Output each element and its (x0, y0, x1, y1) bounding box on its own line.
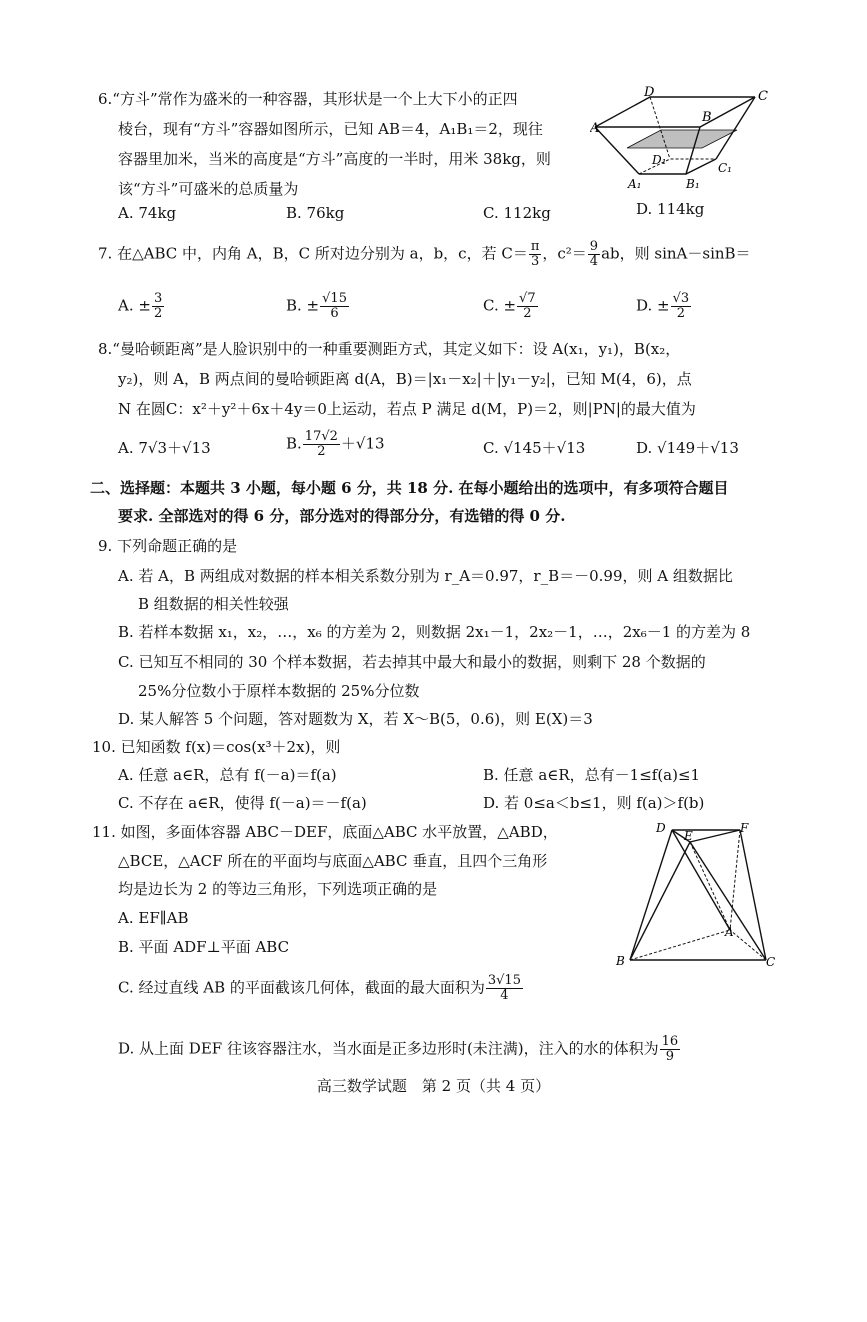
q9-stem: 9. 下列命题正确的是 (98, 537, 238, 555)
label-b: B (702, 110, 712, 125)
label-a1: A₁ (628, 177, 642, 191)
page-footer: 高三数学试题 第 2 页（共 4 页） (316, 1077, 551, 1095)
q10-option-c: C. 不存在 a∈R，使得 f(－a)＝－f(a) (118, 794, 367, 812)
q7-frac-9-4: $\frac{9}{4}$ (589, 239, 599, 269)
q11-line-3: 均是边长为 2 的等边三角形，下列选项正确的是 (118, 880, 438, 898)
q9-option-c-line-2: 25%分位数小于原样本数据的 25%分位数 (138, 682, 420, 700)
q11-option-a: A. EF∥AB (118, 909, 189, 927)
label-d: D (656, 821, 666, 835)
q9-option-a-line-1: A. 若 A，B 两组成对数据的样本相关系数分别为 r_A＝0.97，r_B＝－0.99，则 A 组数据比 (118, 567, 733, 585)
label-e: E (684, 829, 693, 843)
q7-option-d: D. ± $\frac{√3}{2}$ (636, 291, 690, 321)
label-c1: C₁ (718, 161, 732, 175)
q11-option-d: D. 从上面 DEF 往该容器注水，当水面是正多边形时(未注满)，注入的水的体积为 $\frac{16}{9}$ (118, 1034, 679, 1064)
q9-option-d: D. 某人解答 5 个问题，答对题数为 X，若 X～B(5，0.6)，则 E(X)＝3 (118, 710, 593, 728)
q8-option-a: A. 7√3＋√13 (118, 439, 211, 457)
q7-frac-pi-3: $\frac{\pi}{3}$ (530, 239, 540, 269)
label-c: C (766, 955, 776, 968)
q8-option-b: B. $\frac{17√2}{2}$ ＋√13 (286, 429, 385, 459)
q8-line-1: 8.“曼哈顿距离”是人脸识别中的一种重要测距方式，其定义如下：设 A(x₁，y₁)，B(x₂， (98, 340, 681, 358)
label-a: A (590, 121, 600, 136)
q8-line-3: N 在圆C：x²＋y²＋6x＋4y＝0上运动，若点 P 满足 d(M，P)＝2，则|PN|的最大值为 (118, 400, 696, 418)
q11-option-c: C. 经过直线 AB 的平面截该几何体，截面的最大面积为 $\frac{3√15}{4}$ (118, 973, 521, 1003)
q10-option-a: A. 任意 a∈R，总有 f(－a)＝f(a) (118, 766, 337, 784)
q6-line-3: 容器里加米，当米的高度是“方斗”高度的一半时，用米 38kg，则 (118, 150, 551, 168)
q8-option-d: D. √149＋√13 (636, 439, 739, 457)
q11-option-b: B. 平面 ADF⊥平面 ABC (118, 938, 290, 956)
q9-option-a-line-2: B 组数据的相关性较强 (138, 595, 289, 613)
polyhedron-figure (612, 818, 782, 968)
label-d: D (644, 85, 655, 100)
q6-line-1: 6.“方斗”常作为盛米的一种容器，其形状是一个上大下小的正四 (98, 90, 518, 108)
q7-stem (98, 240, 751, 269)
q10-option-d: D. 若 0≤a＜b≤1，则 f(a)＞f(b) (483, 794, 705, 812)
q8-option-c: C. √145＋√13 (483, 439, 586, 457)
q6-option-b: B. 76kg (286, 204, 345, 222)
q9-option-b: B. 若样本数据 x₁，x₂，…，x₆ 的方差为 2，则数据 2x₁－1，2x₂－1，…，2x₆－1 的方差为 8 (118, 623, 751, 641)
q6-line-2: 棱台，现有“方斗”容器如图所示，已知 AB＝4，A₁B₁＝2，现往 (118, 120, 543, 138)
q10-stem: 10. 已知函数 f(x)＝cos(x³＋2x)，则 (92, 738, 341, 756)
q9-option-c-line-1: C. 已知互不相同的 30 个样本数据，若去掉其中最大和最小的数据，则剩下 28 个数据的 (118, 653, 706, 671)
q7-option-b: B. ± $\frac{√15}{6}$ (286, 291, 347, 321)
q6-option-c: C. 112kg (483, 204, 551, 222)
label-b: B (616, 954, 625, 968)
q7-option-c: C. ± $\frac{√7}{2}$ (483, 291, 536, 321)
q11-line-1: 11. 如图，多面体容器 ABC－DEF，底面△ABC 水平放置，△ABD， (92, 823, 558, 841)
label-d1: D₁ (652, 153, 667, 167)
label-f: F (740, 821, 749, 835)
section-2-line-2: 要求. 全部选对的得 6 分，部分选对的得部分分，有选错的得 0 分. (118, 507, 566, 525)
q6-line-4: 该“方斗”可盛米的总质量为 (118, 180, 299, 198)
q11-line-2: △BCE，△ACF 所在的平面均与底面△ABC 垂直，且四个三角形 (118, 852, 548, 870)
label-a: A (725, 925, 734, 939)
q10-option-b: B. 任意 a∈R，总有－1≤f(a)≤1 (483, 766, 701, 784)
q7-stem-part-a: 7. 在△ABC 中，内角 A，B，C 所对边分别为 a，b，c，若 C＝ (98, 244, 528, 263)
q8-line-2: y₂)，则 A，B 两点间的曼哈顿距离 d(A，B)＝|x₁－x₂|＋|y₁－y₂|，已知 M(4，6)，点 (118, 370, 692, 388)
q6-option-a: A. 74kg (118, 204, 177, 222)
label-b1: B₁ (686, 177, 700, 191)
q7-stem-part-b: ，c²＝ (542, 244, 587, 263)
frustum-figure (590, 82, 775, 194)
q6-option-d: D. 114kg (636, 200, 705, 218)
q7-stem-part-c: ab，则 sinA－sinB＝ (601, 244, 751, 263)
q7-option-a: A. ± $\frac{3}{2}$ (118, 291, 163, 321)
section-2-line-1: 二、选择题：本题共 3 小题，每小题 6 分，共 18 分. 在每小题给出的选项中，有多项符合题目 (90, 479, 729, 497)
label-c: C (758, 89, 768, 104)
